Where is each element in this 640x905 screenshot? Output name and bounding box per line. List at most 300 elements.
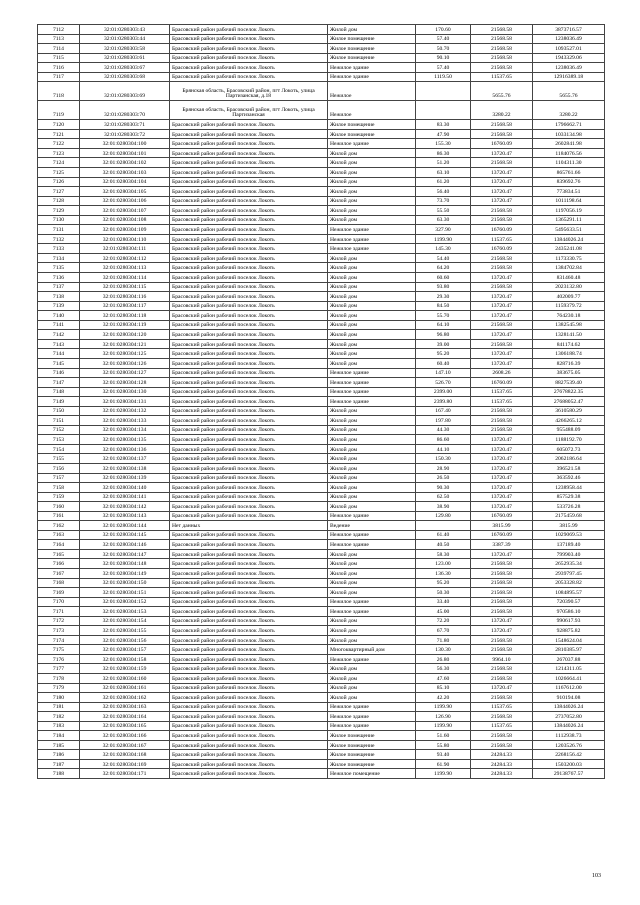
object-type-cell: Жилой дом xyxy=(328,568,416,578)
unit-value-cell: 21568.58 xyxy=(471,320,533,330)
address-cell: Брасовский район рабочий поселок Локоть xyxy=(170,483,328,493)
table-row xyxy=(38,120,605,130)
area-cell: 38.90 xyxy=(416,502,471,512)
cadastral-number-cell: 32:01:0280304:161 xyxy=(80,683,170,693)
cadastral-value-cell: 1197056.19 xyxy=(533,206,605,216)
cadastral-number-cell: 32:01:0280304:127 xyxy=(80,368,170,378)
row-number-cell: 7188 xyxy=(38,769,80,779)
cadastral-number-cell: 32:01:0280304:132 xyxy=(80,406,170,416)
address-cell: Брасовский район рабочий поселок Локоть xyxy=(170,559,328,569)
address-cell: Брасовский район рабочий поселок Локоть xyxy=(170,750,328,760)
address-cell: Брасовский район рабочий поселок Локоть xyxy=(170,502,328,512)
unit-value-cell: 21568.58 xyxy=(471,635,533,645)
row-number-cell: 7165 xyxy=(38,549,80,559)
object-type-cell: Жилой дом xyxy=(328,349,416,359)
object-type-cell: Нежилое здание xyxy=(328,540,416,550)
cadastral-number-cell: 32:01:0280304:137 xyxy=(80,454,170,464)
cadastral-number-cell: 32:01:0280304:136 xyxy=(80,444,170,454)
table-row xyxy=(38,568,605,578)
cadastral-number-cell: 32:01:0280304:131 xyxy=(80,397,170,407)
cadastral-value-cell: 533726.28 xyxy=(533,502,605,512)
unit-value-cell: 2608.26 xyxy=(471,368,533,378)
address-cell: Брасовский район рабочий поселок Локоть xyxy=(170,339,328,349)
area-cell: 55.50 xyxy=(416,206,471,216)
table-body xyxy=(38,25,605,779)
area-cell: 90.10 xyxy=(416,53,471,63)
address-cell: Брасовский район рабочий поселок Локоть xyxy=(170,693,328,703)
area-cell: 73.70 xyxy=(416,196,471,206)
address-cell: Брасовский район рабочий поселок Локоть xyxy=(170,721,328,731)
object-type-cell: Жилой дом xyxy=(328,206,416,216)
cadastral-value-cell: 910194.08 xyxy=(533,693,605,703)
cadastral-value-cell: 27688052.47 xyxy=(533,397,605,407)
table-row xyxy=(38,244,605,254)
area-cell: 147.10 xyxy=(416,368,471,378)
object-type-cell: Жилой дом xyxy=(328,559,416,569)
row-number-cell: 7167 xyxy=(38,568,80,578)
object-type-cell: Жилое помещение xyxy=(328,750,416,760)
unit-value-cell: 21568.58 xyxy=(471,559,533,569)
area-cell: 1199.90 xyxy=(416,702,471,712)
row-number-cell: 7166 xyxy=(38,559,80,569)
table-row xyxy=(38,406,605,416)
object-type-cell: Жилое помещение xyxy=(328,731,416,741)
table-row xyxy=(38,44,605,54)
unit-value-cell: 13720.47 xyxy=(471,683,533,693)
cadastral-value-cell: 1548624.04 xyxy=(533,635,605,645)
cadastral-number-cell: 32:01:0280304:169 xyxy=(80,759,170,769)
address-cell: Брасовский район рабочий поселок Локоть xyxy=(170,674,328,684)
row-number-cell: 7116 xyxy=(38,63,80,73)
object-type-cell: Жилой дом xyxy=(328,148,416,158)
area-cell: 26.80 xyxy=(416,654,471,664)
address-cell: Брасовский район рабочий поселок Локоть xyxy=(170,378,328,388)
object-type-cell: Жилой дом xyxy=(328,674,416,684)
object-type-cell: Нежилое здание xyxy=(328,530,416,540)
area-cell: 47.60 xyxy=(416,674,471,684)
area-cell: 29.30 xyxy=(416,292,471,302)
address-cell: Брасовский район рабочий поселок Локоть xyxy=(170,607,328,617)
unit-value-cell: 21568.58 xyxy=(471,645,533,655)
cadastral-number-cell: 32:01:0280304:135 xyxy=(80,435,170,445)
address-cell: Брасовский район рабочий поселок Локоть xyxy=(170,731,328,741)
cadastral-number-cell: 32:01:0280304:164 xyxy=(80,712,170,722)
cadastral-value-cell: 1112938.73 xyxy=(533,731,605,741)
unit-value-cell: 13720.47 xyxy=(471,273,533,283)
unit-value-cell: 13720.47 xyxy=(471,454,533,464)
cadastral-number-cell: 32:01:0280304:150 xyxy=(80,578,170,588)
row-number-cell: 7157 xyxy=(38,473,80,483)
cadastral-value-cell: 865761.66 xyxy=(533,168,605,178)
address-cell: Брасовский район рабочий поселок Локоть xyxy=(170,635,328,645)
row-number-cell: 7164 xyxy=(38,540,80,550)
row-number-cell: 7122 xyxy=(38,139,80,149)
row-number-cell: 7114 xyxy=(38,44,80,54)
table-row xyxy=(38,607,605,617)
cadastral-value-cell: 1203526.76 xyxy=(533,740,605,750)
cadastral-number-cell: 32:01:0280304:154 xyxy=(80,616,170,626)
object-type-cell: Жилое помещение xyxy=(328,34,416,44)
object-type-cell: Нежилое здание xyxy=(328,721,416,731)
object-type-cell: Жилой дом xyxy=(328,358,416,368)
area-cell: 93.40 xyxy=(416,750,471,760)
area-cell: 85.10 xyxy=(416,683,471,693)
object-type-cell: Жилой дом xyxy=(328,435,416,445)
area-cell: 2399.00 xyxy=(416,387,471,397)
unit-value-cell: 21568.58 xyxy=(471,339,533,349)
row-number-cell: 7161 xyxy=(38,511,80,521)
area-cell: 126.90 xyxy=(416,712,471,722)
table-row xyxy=(38,463,605,473)
cadastral-value-cell: 764230.18 xyxy=(533,311,605,321)
unit-value-cell: 21568.58 xyxy=(471,44,533,54)
unit-value-cell: 21568.58 xyxy=(471,34,533,44)
unit-value-cell: 13720.47 xyxy=(471,435,533,445)
area-cell: 62.50 xyxy=(416,492,471,502)
table-row xyxy=(38,378,605,388)
area-cell: 71.80 xyxy=(416,635,471,645)
cadastral-value-cell: 1011198.64 xyxy=(533,196,605,206)
table-row xyxy=(38,148,605,158)
unit-value-cell: 21568.58 xyxy=(471,568,533,578)
unit-value-cell: 13720.47 xyxy=(471,330,533,340)
unit-value-cell: 21568.58 xyxy=(471,425,533,435)
table-row xyxy=(38,263,605,273)
object-type-cell: Жилой дом xyxy=(328,425,416,435)
address-cell: Брасовский район рабочий поселок Локоть xyxy=(170,158,328,168)
area-cell: 150.30 xyxy=(416,454,471,464)
cadastral-value-cell: 2939797.45 xyxy=(533,568,605,578)
cadastral-value-cell: 1104311.30 xyxy=(533,158,605,168)
table-row xyxy=(38,177,605,187)
cadastral-value-cell: 605072.73 xyxy=(533,444,605,454)
area-cell: 57.40 xyxy=(416,63,471,73)
address-cell: Брасовский район рабочий поселок Локоть xyxy=(170,435,328,445)
cadastral-value-cell: 29138767.57 xyxy=(533,769,605,779)
cadastral-value-cell: 5655.76 xyxy=(533,82,605,101)
cadastral-value-cell: 1033134.98 xyxy=(533,129,605,139)
row-number-cell: 7138 xyxy=(38,292,80,302)
cadastral-number-cell: 32:01:0280304:121 xyxy=(80,339,170,349)
unit-value-cell: 13720.47 xyxy=(471,549,533,559)
area-cell: 67.70 xyxy=(416,626,471,636)
row-number-cell: 7127 xyxy=(38,187,80,197)
table-row xyxy=(38,626,605,636)
cadastral-number-cell: 32:01:0280304:125 xyxy=(80,349,170,359)
unit-value-cell: 21568.58 xyxy=(471,263,533,273)
address-cell: Брасовский район рабочий поселок Локоть xyxy=(170,530,328,540)
object-type-cell: Нежилое здание xyxy=(328,712,416,722)
table-row xyxy=(38,759,605,769)
object-type-cell: Нежилое xyxy=(328,82,416,101)
address-cell: Брасовский район рабочий поселок Локоть xyxy=(170,330,328,340)
cadastral-number-cell: 32:01:0280304:120 xyxy=(80,330,170,340)
row-number-cell: 7132 xyxy=(38,234,80,244)
address-cell: Брасовский район рабочий поселок Локоть xyxy=(170,740,328,750)
cadastral-value-cell: 2652935.34 xyxy=(533,559,605,569)
cadastral-value-cell: 1026664.41 xyxy=(533,674,605,684)
row-number-cell: 7182 xyxy=(38,712,80,722)
unit-value-cell: 13720.47 xyxy=(471,148,533,158)
area-cell: 51.20 xyxy=(416,158,471,168)
object-type-cell: Жилой дом xyxy=(328,444,416,454)
object-type-cell: Жилой дом xyxy=(328,626,416,636)
row-number-cell: 7146 xyxy=(38,368,80,378)
address-cell: Брасовский район рабочий поселок Локоть xyxy=(170,454,328,464)
row-number-cell: 7162 xyxy=(38,521,80,531)
cadastral-number-cell: 32:01:0280304:111 xyxy=(80,244,170,254)
area-cell: 123.00 xyxy=(416,559,471,569)
cadastral-value-cell: 1238036.49 xyxy=(533,63,605,73)
address-cell: Брасовский район рабочий поселок Локоть xyxy=(170,578,328,588)
cadastral-value-cell: 841174.62 xyxy=(533,339,605,349)
address-cell: Брасовский район рабочий поселок Локоть xyxy=(170,168,328,178)
cadastral-number-cell: 32:01:0280304:141 xyxy=(80,492,170,502)
cadastral-value-cell: 928875.82 xyxy=(533,626,605,636)
area-cell: 1199.90 xyxy=(416,234,471,244)
table-row xyxy=(38,454,605,464)
cadastral-number-cell: 32:01:0280304:117 xyxy=(80,301,170,311)
unit-value-cell: 24284.33 xyxy=(471,769,533,779)
cadastral-number-cell: 32:01:0280304:110 xyxy=(80,234,170,244)
unit-value-cell: 11537.65 xyxy=(471,234,533,244)
row-number-cell: 7143 xyxy=(38,339,80,349)
unit-value-cell: 21568.58 xyxy=(471,53,533,63)
area-cell xyxy=(416,521,471,531)
object-type-cell: Жилой дом xyxy=(328,330,416,340)
cadastral-value-cell: 831460.48 xyxy=(533,273,605,283)
cadastral-value-cell: 3873716.57 xyxy=(533,25,605,35)
cadastral-value-cell: 839692.76 xyxy=(533,177,605,187)
address-cell: Брасовский район рабочий поселок Локоть xyxy=(170,645,328,655)
area-cell: 40.50 xyxy=(416,540,471,550)
cadastral-value-cell: 1159379.72 xyxy=(533,301,605,311)
unit-value-cell: 11537.65 xyxy=(471,387,533,397)
row-number-cell: 7171 xyxy=(38,607,80,617)
unit-value-cell: 21568.58 xyxy=(471,282,533,292)
table-row xyxy=(38,674,605,684)
table-row xyxy=(38,645,605,655)
cadastral-number-cell: 32:01:0280304:103 xyxy=(80,168,170,178)
area-cell: 64.20 xyxy=(416,263,471,273)
row-number-cell: 7123 xyxy=(38,148,80,158)
address-cell: Брасовский район рабочий поселок Локоть xyxy=(170,187,328,197)
cadastral-value-cell: 3610580.29 xyxy=(533,406,605,416)
unit-value-cell: 21568.58 xyxy=(471,25,533,35)
area-cell: 56.30 xyxy=(416,664,471,674)
cadastral-number-cell: 32:01:0280304:108 xyxy=(80,215,170,225)
row-number-cell: 7139 xyxy=(38,301,80,311)
table-row xyxy=(38,549,605,559)
object-type-cell: Нежилое здание xyxy=(328,702,416,712)
address-cell: Брасовский район рабочий поселок Локоть xyxy=(170,148,328,158)
unit-value-cell: 21568.58 xyxy=(471,253,533,263)
table-row xyxy=(38,502,605,512)
table-row xyxy=(38,349,605,359)
row-number-cell: 7129 xyxy=(38,206,80,216)
address-cell: Брасовский район рабочий поселок Локоть xyxy=(170,616,328,626)
table-row xyxy=(38,511,605,521)
table-row xyxy=(38,397,605,407)
row-number-cell: 7175 xyxy=(38,645,80,655)
unit-value-cell: 21568.58 xyxy=(471,406,533,416)
address-cell: Брасовский район рабочий поселок Локоть xyxy=(170,702,328,712)
cadastral-number-cell: 32:01:0280304:152 xyxy=(80,597,170,607)
unit-value-cell: 21568.58 xyxy=(471,588,533,598)
cadastral-number-cell: 32:01:0280304:139 xyxy=(80,473,170,483)
unit-value-cell: 16760.09 xyxy=(471,511,533,521)
row-number-cell: 7176 xyxy=(38,654,80,664)
unit-value-cell: 21568.58 xyxy=(471,664,533,674)
object-type-cell: Нежилое здание xyxy=(328,387,416,397)
table-row xyxy=(38,53,605,63)
cadastral-value-cell: 137189.40 xyxy=(533,540,605,550)
address-cell: Брасовский район рабочий поселок Локоть xyxy=(170,234,328,244)
row-number-cell: 7151 xyxy=(38,416,80,426)
row-number-cell: 7154 xyxy=(38,444,80,454)
address-cell: Брасовский район рабочий поселок Локоть xyxy=(170,282,328,292)
unit-value-cell: 13720.47 xyxy=(471,463,533,473)
table-row xyxy=(38,444,605,454)
cadastral-value-cell: 1173330.75 xyxy=(533,253,605,263)
cadastral-value-cell: 1943329.06 xyxy=(533,53,605,63)
object-type-cell: Жилое помещение xyxy=(328,53,416,63)
row-number-cell: 7119 xyxy=(38,101,80,120)
cadastral-value-cell: 990617.93 xyxy=(533,616,605,626)
cadastral-number-cell: 32:01:0280304:166 xyxy=(80,731,170,741)
object-type-cell: Жилой дом xyxy=(328,635,416,645)
table-row xyxy=(38,225,605,235)
row-number-cell: 7149 xyxy=(38,397,80,407)
table-row xyxy=(38,588,605,598)
table-row xyxy=(38,635,605,645)
cadastral-number-cell: 32:01:0280304:162 xyxy=(80,693,170,703)
cadastral-number-cell: 32:01:0280304:113 xyxy=(80,263,170,273)
object-type-cell: Жилой дом xyxy=(328,25,416,35)
unit-value-cell: 21568.58 xyxy=(471,740,533,750)
row-number-cell: 7180 xyxy=(38,693,80,703)
table-row xyxy=(38,330,605,340)
unit-value-cell: 13720.47 xyxy=(471,292,533,302)
object-type-cell: Жилое помещение xyxy=(328,759,416,769)
area-cell: 155.30 xyxy=(416,139,471,149)
table-row xyxy=(38,234,605,244)
unit-value-cell: 21568.58 xyxy=(471,63,533,73)
address-cell: Брасовский район рабочий поселок Локоть xyxy=(170,253,328,263)
cadastral-number-cell: 32:01:0280304:151 xyxy=(80,588,170,598)
unit-value-cell: 21568.58 xyxy=(471,416,533,426)
table-row xyxy=(38,664,605,674)
area-cell: 1199.90 xyxy=(416,769,471,779)
cadastral-value-table xyxy=(37,24,605,779)
cadastral-number-cell: 32:01:0280304:119 xyxy=(80,320,170,330)
cadastral-value-cell: 2737052.80 xyxy=(533,712,605,722)
cadastral-number-cell: 32:01:0280304:106 xyxy=(80,196,170,206)
area-cell: 167.40 xyxy=(416,406,471,416)
address-cell: Брасовский район рабочий поселок Локоть xyxy=(170,34,328,44)
address-cell: Брасовский район рабочий поселок Локоть xyxy=(170,588,328,598)
object-type-cell: Нежилое здание xyxy=(328,139,416,149)
area-cell: 55.80 xyxy=(416,740,471,750)
unit-value-cell: 9964.10 xyxy=(471,654,533,664)
row-number-cell: 7173 xyxy=(38,626,80,636)
table-row xyxy=(38,416,605,426)
cadastral-value-cell: 3815.99 xyxy=(533,521,605,531)
object-type-cell: Жилой дом xyxy=(328,320,416,330)
table-row xyxy=(38,311,605,321)
table-row xyxy=(38,473,605,483)
cadastral-number-cell: 32:01:0280303:43 xyxy=(80,25,170,35)
area-cell: 28.90 xyxy=(416,463,471,473)
table-row xyxy=(38,368,605,378)
area-cell: 51.60 xyxy=(416,731,471,741)
object-type-cell: Жилой дом xyxy=(328,416,416,426)
area-cell: 72.20 xyxy=(416,616,471,626)
object-type-cell: Жилой дом xyxy=(328,406,416,416)
address-cell: Брасовский район рабочий поселок Локоть xyxy=(170,444,328,454)
row-number-cell: 7159 xyxy=(38,492,80,502)
cadastral-number-cell: 32:01:0280304:101 xyxy=(80,148,170,158)
unit-value-cell: 11537.65 xyxy=(471,397,533,407)
object-type-cell: Нежилое здание xyxy=(328,244,416,254)
cadastral-value-cell: 2435241.08 xyxy=(533,244,605,254)
address-cell: Брасовский район рабочий поселок Локоть xyxy=(170,626,328,636)
table-row xyxy=(38,731,605,741)
area-cell: 54.40 xyxy=(416,253,471,263)
object-type-cell: Нежилое здание xyxy=(328,378,416,388)
cadastral-number-cell: 32:01:0280304:157 xyxy=(80,645,170,655)
row-number-cell: 7148 xyxy=(38,387,80,397)
area-cell xyxy=(416,101,471,120)
row-number-cell: 7158 xyxy=(38,483,80,493)
page-number: 103 xyxy=(592,873,601,879)
address-cell: Брасовский район рабочий поселок Локоть xyxy=(170,263,328,273)
object-type-cell: Жилой дом xyxy=(328,311,416,321)
cadastral-value-cell: 1306188.74 xyxy=(533,349,605,359)
unit-value-cell: 13720.47 xyxy=(471,311,533,321)
object-type-cell: Многоквартирный дом xyxy=(328,645,416,655)
object-type-cell: Нежилое помещение xyxy=(328,769,416,779)
area-cell: 45.00 xyxy=(416,607,471,617)
address-cell: Брасовский район рабочий поселок Локоть xyxy=(170,225,328,235)
table-row xyxy=(38,559,605,569)
area-cell: 50.30 xyxy=(416,588,471,598)
object-type-cell: Жилой дом xyxy=(328,273,416,283)
area-cell: 39.00 xyxy=(416,339,471,349)
unit-value-cell: 13720.47 xyxy=(471,502,533,512)
table-row xyxy=(38,139,605,149)
object-type-cell: Нежилое здание xyxy=(328,511,416,521)
row-number-cell: 7179 xyxy=(38,683,80,693)
table-row xyxy=(38,483,605,493)
address-cell: Брасовский район рабочий поселок Локоть xyxy=(170,129,328,139)
row-number-cell: 7134 xyxy=(38,253,80,263)
row-number-cell: 7172 xyxy=(38,616,80,626)
address-cell: Брасовский район рабочий поселок Локоть xyxy=(170,215,328,225)
table-row xyxy=(38,215,605,225)
cadastral-value-cell: 970586.10 xyxy=(533,607,605,617)
unit-value-cell: 21568.58 xyxy=(471,129,533,139)
object-type-cell: Жилое помещение xyxy=(328,740,416,750)
area-cell: 64.10 xyxy=(416,320,471,330)
table-row xyxy=(38,63,605,73)
area-cell: 44.10 xyxy=(416,444,471,454)
cadastral-number-cell: 32:01:0280304:112 xyxy=(80,253,170,263)
area-cell: 526.70 xyxy=(416,378,471,388)
object-type-cell: Жилой дом xyxy=(328,588,416,598)
table-row xyxy=(38,721,605,731)
cadastral-value-cell: 1093527.01 xyxy=(533,44,605,54)
